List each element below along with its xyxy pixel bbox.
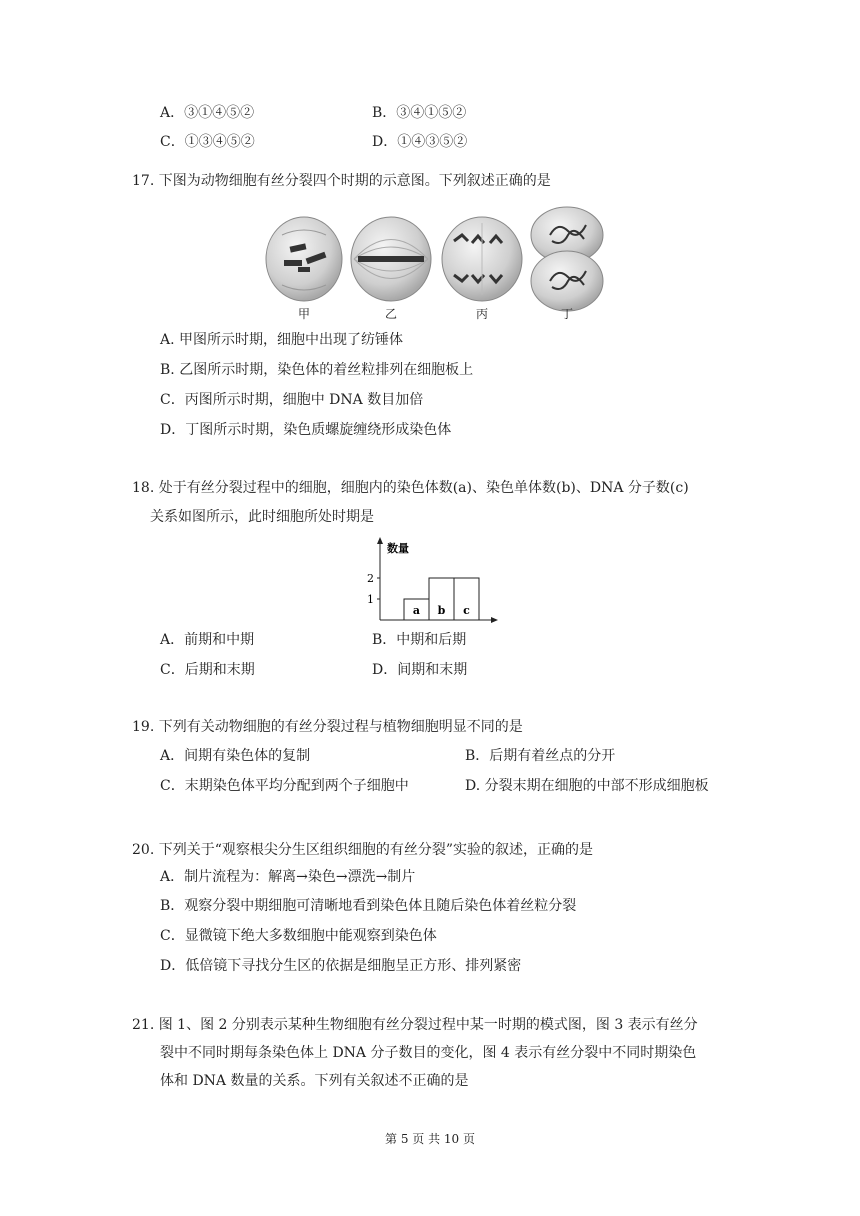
figure-label-ding: 丁 (560, 307, 573, 321)
q21-line3: 体和 DNA 数量的关系。下列有关叙述不正确的是 (160, 1073, 469, 1089)
page-footer: 第 5 页 共 10 页 (385, 1132, 475, 1146)
q16-option-c: C．①③④⑤② (160, 134, 255, 150)
y-axis-label: 数量 (387, 542, 409, 555)
bar-label-a: a (412, 604, 421, 617)
q17-stem: 17. 下图为动物细胞有丝分裂四个时期的示意图。下列叙述正确的是 (132, 173, 551, 189)
q18-stem-line1: 18. 处于有丝分裂过程中的细胞，细胞内的染色体数(a)、染色单体数(b)、DNA 分子数(c) (132, 480, 689, 496)
q16-option-a: A．③①④⑤② (160, 105, 255, 121)
q20-option-a: A．制片流程为：解离→染色→漂洗→制片 (160, 869, 416, 885)
bar-label-c: c (463, 604, 470, 617)
figure-label-yi: 乙 (384, 307, 397, 321)
q20-option-c: C．显微镜下绝大多数细胞中能观察到染色体 (160, 928, 437, 944)
cell-bing (442, 217, 522, 301)
q16-option-b: B．③④①⑤② (372, 105, 467, 121)
q17-option-c: C．丙图所示时期，细胞中 DNA 数目加倍 (160, 392, 424, 408)
q18-option-c: C．后期和末期 (160, 662, 255, 678)
q18-bar-chart (360, 535, 500, 630)
q19-option-b: B．后期有着丝点的分开 (465, 748, 616, 764)
q19-option-d: D. 分裂末期在细胞的中部不形成细胞板 (465, 778, 709, 794)
q19-option-a: A．间期有染色体的复制 (160, 748, 311, 764)
y-tick-label: 2 (367, 572, 374, 585)
figure-label-bing: 丙 (475, 307, 488, 321)
cell-yi (351, 217, 431, 301)
q17-option-d: D．丁图所示时期，染色质螺旋缠绕形成染色体 (160, 422, 452, 438)
q17-option-a: A. 甲图所示时期，细胞中出现了纺锤体 (160, 332, 404, 348)
q19-option-c: C．末期染色体平均分配到两个子细胞中 (160, 778, 409, 794)
q18-chart (360, 535, 500, 630)
q18-stem-line2: 关系如图所示，此时细胞所处时期是 (150, 509, 374, 525)
q18-option-a: A．前期和中期 (160, 632, 255, 648)
q20-option-d: D．低倍镜下寻找分生区的依据是细胞呈正方形、排列紧密 (160, 958, 522, 974)
q16-option-d: D．①④③⑤② (372, 134, 468, 150)
q18-option-d: D．间期和末期 (372, 662, 468, 678)
y-axis-arrow-icon (377, 537, 383, 544)
q20-stem: 20. 下列关于“观察根尖分生区组织细胞的有丝分裂”实验的叙述，正确的是 (132, 842, 594, 858)
q19-stem: 19. 下列有关动物细胞的有丝分裂过程与植物细胞明显不同的是 (132, 719, 523, 735)
q18-option-b: B．中期和后期 (372, 632, 467, 648)
q17-cell-figure (262, 205, 612, 325)
q17-option-b: B. 乙图所示时期，染色体的着丝粒排列在细胞板上 (160, 362, 474, 378)
q21-line1: 21. 图 1、图 2 分别表示某种生物细胞有丝分裂过程中某一时期的模式图，图 3 表示有丝分 (132, 1017, 698, 1033)
cell-ding (531, 207, 603, 311)
figure-label-jia: 甲 (297, 307, 310, 321)
y-tick-label: 1 (367, 593, 374, 606)
q20-option-b: B．观察分裂中期细胞可清晰地看到染色体且随后染色体着丝粒分裂 (160, 898, 577, 914)
cell-jia (266, 217, 342, 301)
x-axis-arrow-icon (491, 617, 498, 623)
bar-label-b: b (437, 604, 446, 617)
q21-line2: 裂中不同时期每条染色体上 DNA 分子数目的变化，图 4 表示有丝分裂中不同时期染色 (160, 1045, 697, 1061)
